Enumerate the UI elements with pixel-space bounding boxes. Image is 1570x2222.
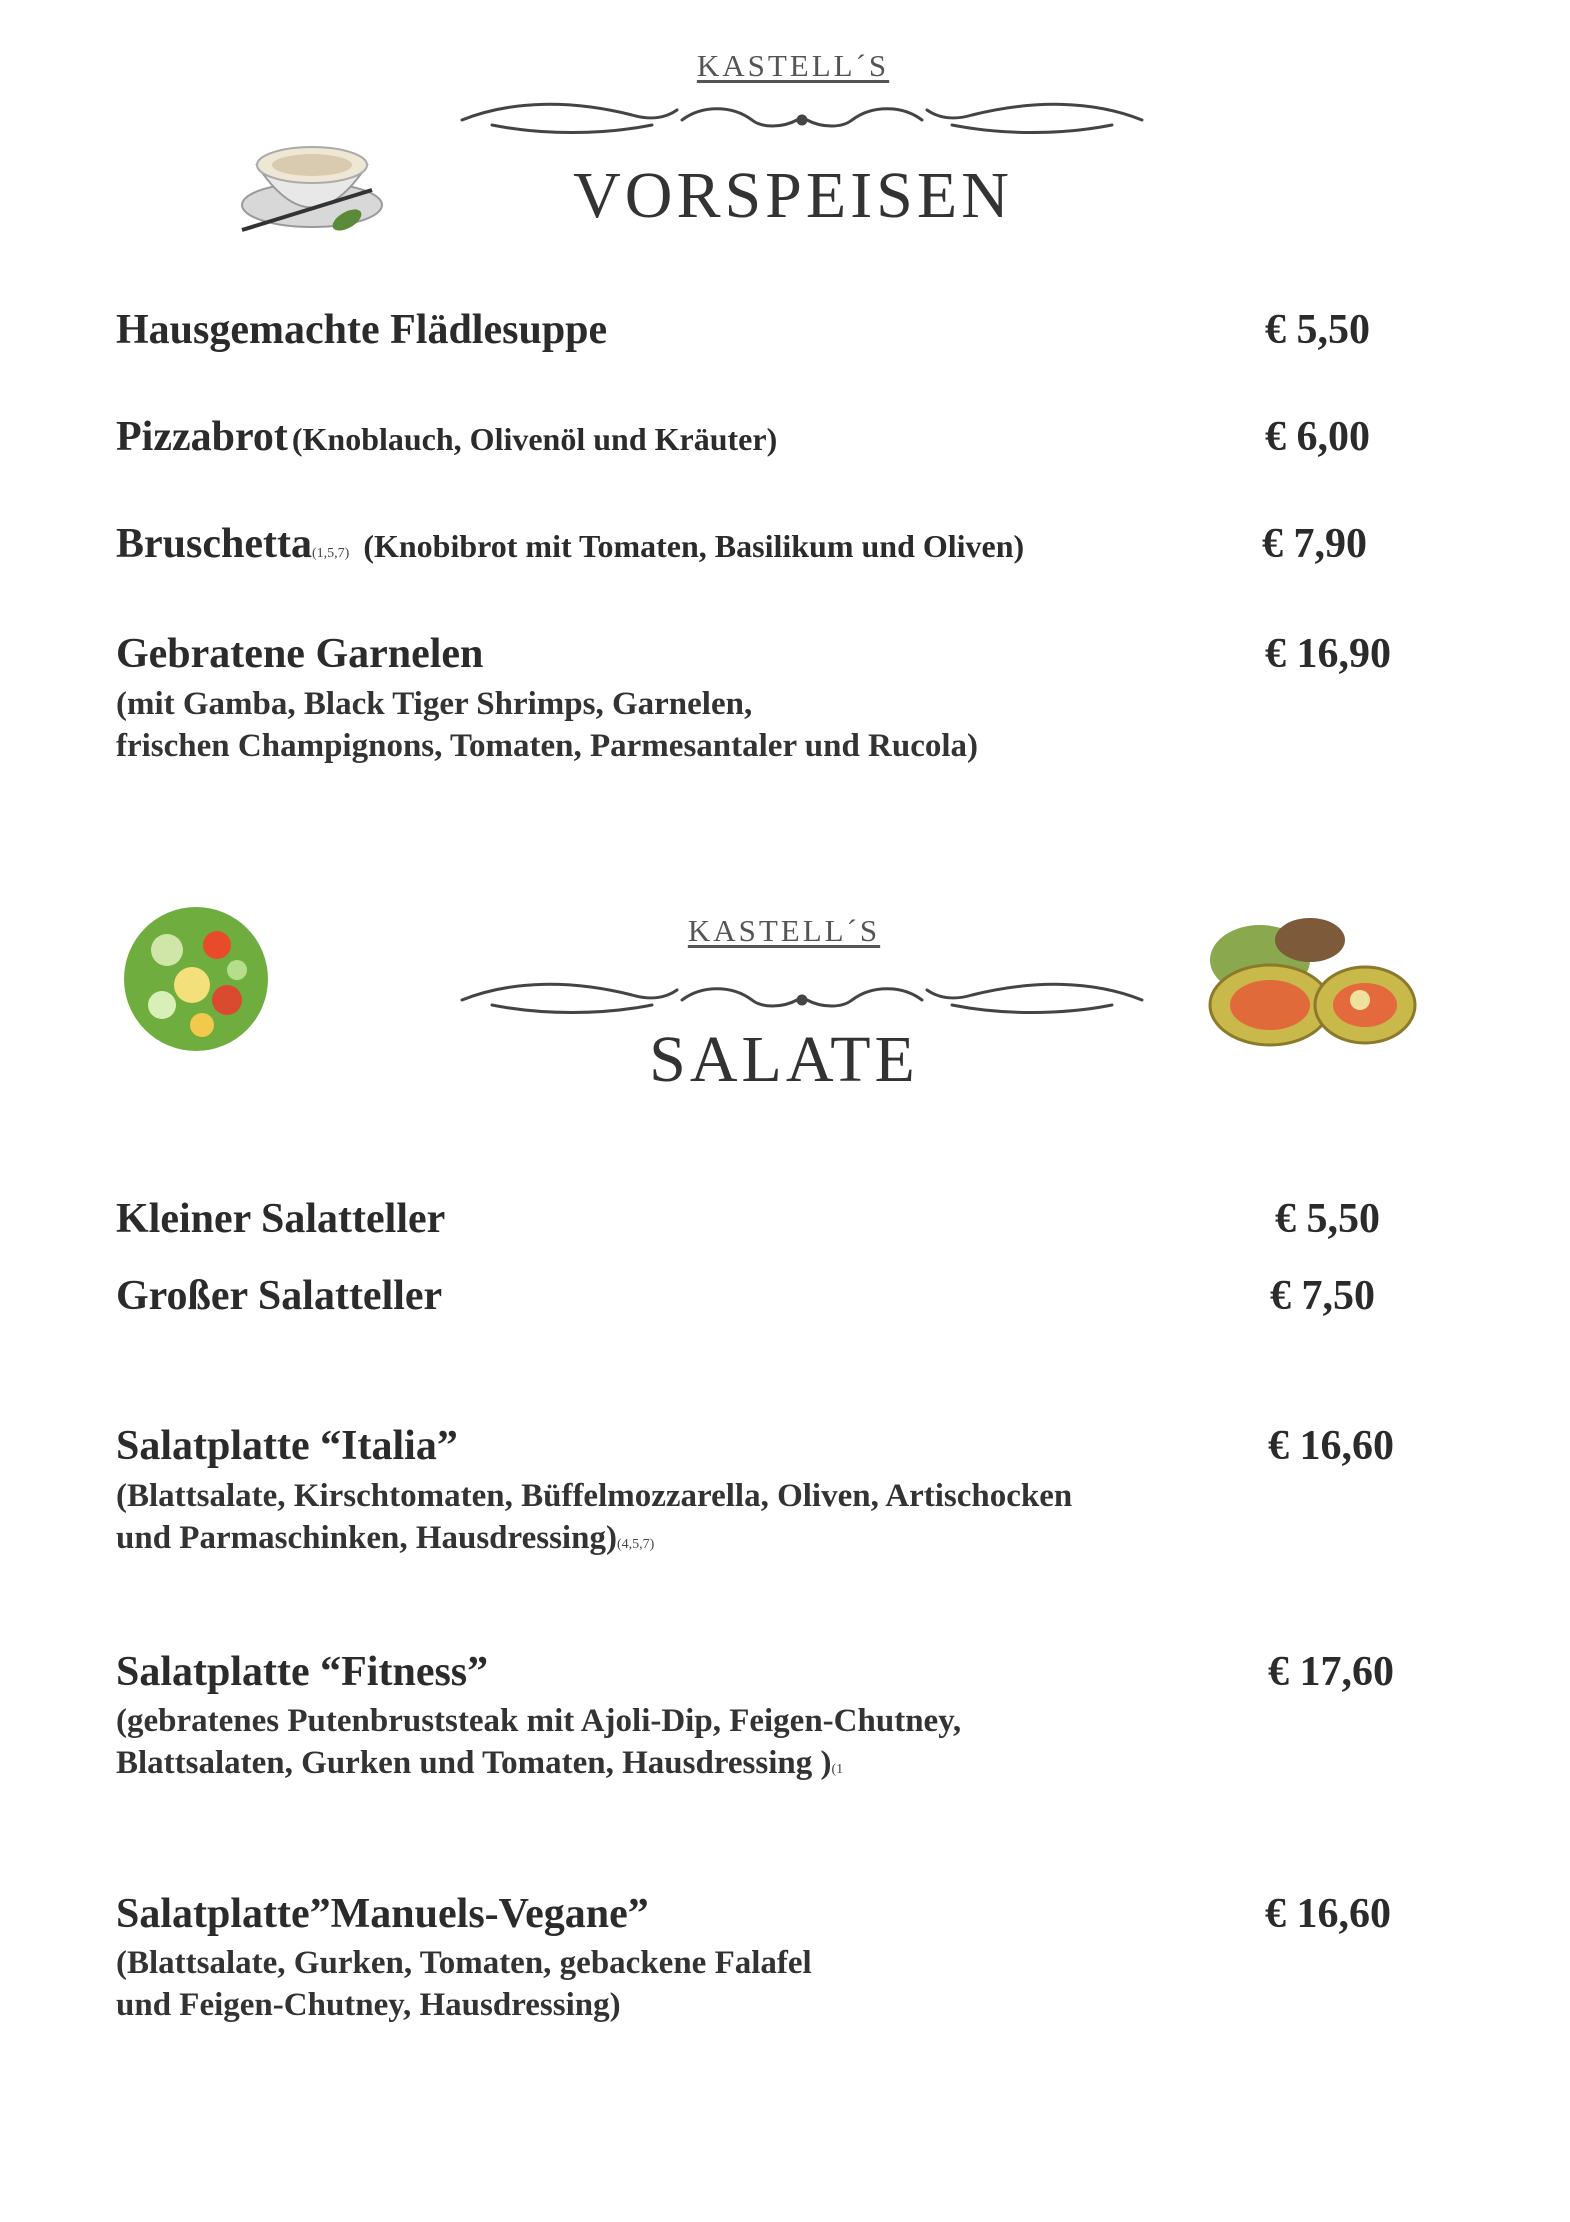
soup-bowl-icon [232, 110, 392, 240]
menu-item-name: Pizzabrot [116, 414, 288, 460]
menu-item-price: € 7,90 [1262, 521, 1367, 567]
section-title-salate: SALATE [649, 1023, 919, 1096]
salad-bowl-icon [122, 905, 270, 1053]
description-text: und Parmaschinken, Hausdressing) [116, 1520, 617, 1556]
menu-item-price: € 5,50 [1275, 1196, 1380, 1242]
menu-item-name: Salatplatte”Manuels-Vegane” [116, 1891, 649, 1937]
menu-item-description [116, 1700, 961, 1791]
allergen-codes: (1,5,7) [311, 546, 350, 561]
description-line: (Blattsalate, Gurken, Tomaten, gebackene Falafel [116, 1945, 812, 1981]
menu-item-note: (Knobibrot mit Tomaten, Basilikum und Oliven) [363, 528, 1025, 564]
description-line [116, 1742, 961, 1791]
menu-item-price: € 16,60 [1265, 1891, 1391, 1937]
menu-item-name: Kleiner Salatteller [116, 1196, 446, 1242]
menu-item-price: € 5,50 [1265, 307, 1370, 353]
menu-item-name: Großer Salatteller [116, 1273, 443, 1319]
brand-name: KASTELL´S [696, 48, 890, 83]
menu-item-price: € 16,60 [1268, 1423, 1394, 1469]
description-line: (Blattsalate, Kirschtomaten, Büffelmozzarella, Oliven, Artischocken [116, 1478, 1073, 1514]
menu-item-description [116, 1942, 812, 2026]
menu-item-name: Bruschetta [116, 521, 312, 567]
menu-item-price: € 6,00 [1265, 414, 1370, 460]
menu-item-note: (Knoblauch, Olivenöl und Kräuter) [291, 421, 778, 457]
menu-item-row [116, 520, 1024, 568]
ornament-divider [452, 975, 1152, 1025]
allergen-codes: (4,5,7) [616, 1537, 655, 1552]
ornament-divider [452, 95, 1152, 145]
description-line: und Feigen-Chutney, Hausdressing) [116, 1987, 621, 2023]
menu-item-name: Salatplatte “Fitness” [116, 1649, 489, 1695]
menu-item-name: Gebratene Garnelen [116, 631, 484, 677]
description-text: Blattsalaten, Gurken und Tomaten, Hausdressing ) [116, 1745, 832, 1781]
section-title-vorspeisen: VORSPEISEN [573, 159, 1013, 232]
description-line [116, 1517, 1072, 1566]
menu-item-price: € 17,60 [1268, 1649, 1394, 1695]
description-line: (gebratenes Putenbruststeak mit Ajoli-Dip, Feigen-Chutney, [116, 1703, 962, 1739]
description-line: (mit Gamba, Black Tiger Shrimps, Garnelen, [116, 686, 753, 722]
description-line: frischen Champignons, Tomaten, Parmesantaler und Rucola) [116, 728, 979, 764]
menu-item-name: Hausgemachte Flädlesuppe [116, 307, 608, 353]
salad-plates-icon [1200, 905, 1420, 1055]
menu-item-name: Salatplatte “Italia” [116, 1423, 458, 1469]
allergen-codes: (1 [831, 1762, 844, 1777]
brand-name: KASTELL´S [687, 913, 881, 948]
menu-item-price: € 16,90 [1265, 631, 1391, 677]
menu-item-description [116, 1475, 1072, 1566]
menu-item-price: € 7,50 [1270, 1273, 1375, 1319]
menu-item-row [116, 413, 777, 461]
menu-item-description [116, 683, 978, 767]
